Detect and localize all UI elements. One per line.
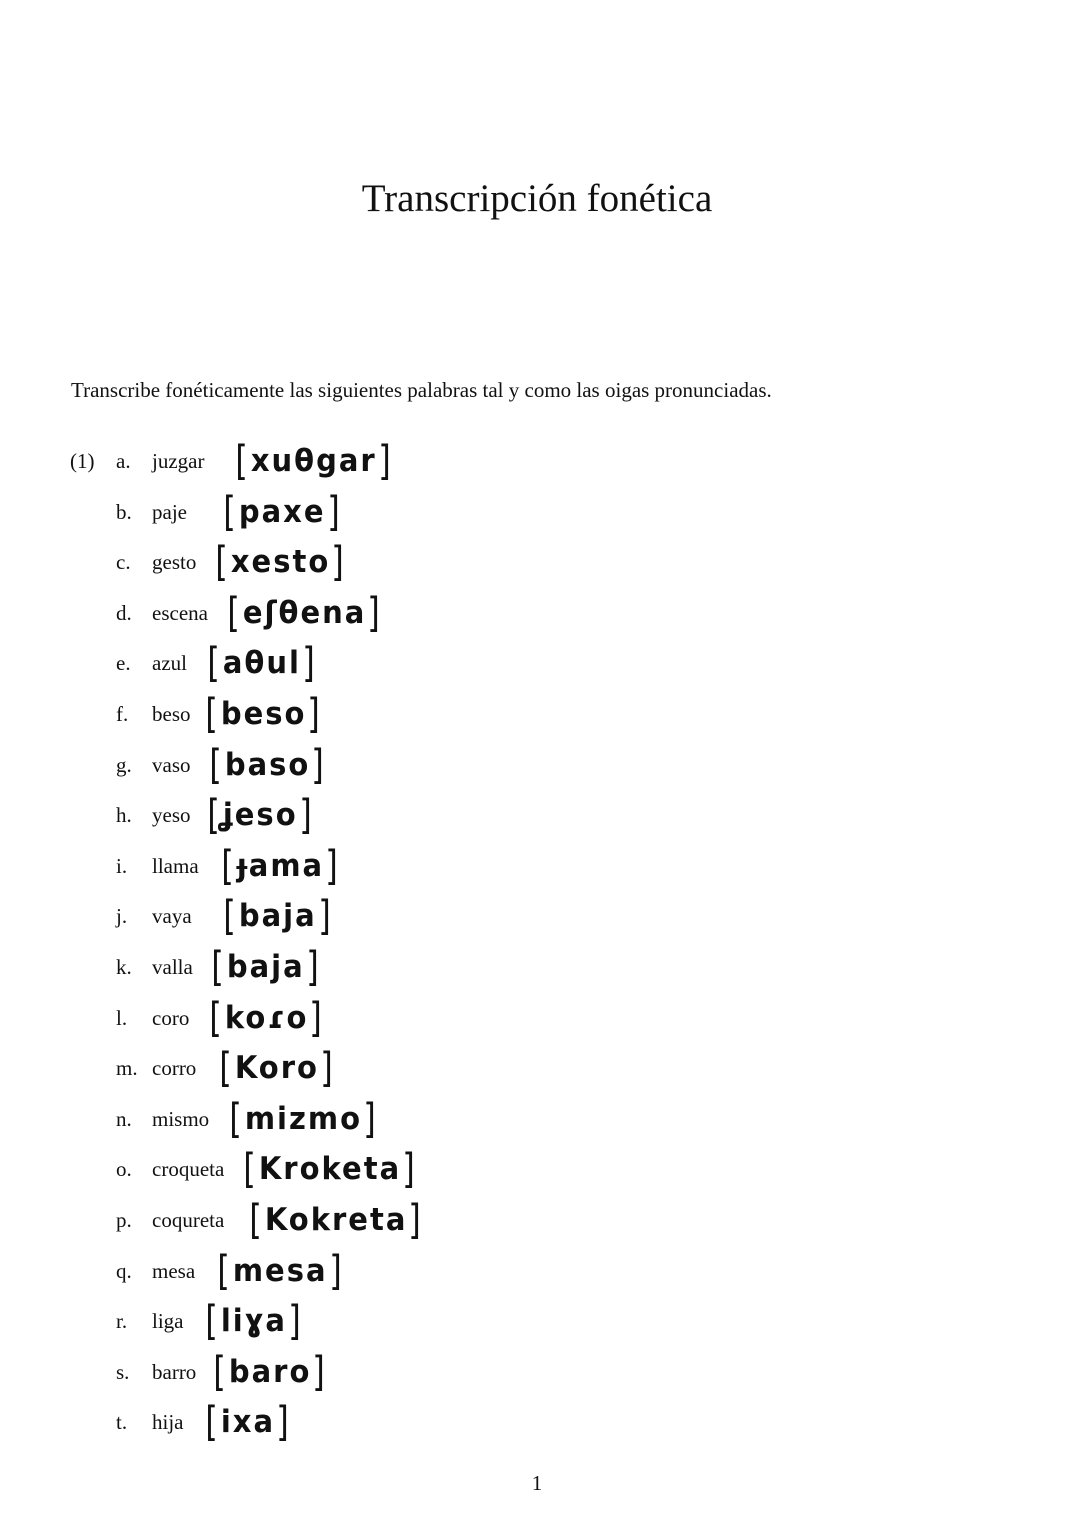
handwritten-transcription <box>234 433 394 484</box>
item-letter: k. <box>116 955 132 979</box>
list-item <box>0 1397 560 1460</box>
item-letter: b. <box>116 499 132 524</box>
transcription-text: Kroketa <box>258 1150 402 1187</box>
item-word: croqueta <box>152 1157 225 1182</box>
open-bracket-icon: [ <box>219 1043 234 1092</box>
handwritten-transcription <box>214 534 347 586</box>
close-bracket-icon: ] <box>311 740 326 788</box>
transcription-text: ɟama <box>236 846 325 884</box>
close-bracket-icon: ] <box>377 436 393 484</box>
item-word: mesa <box>152 1258 196 1283</box>
open-bracket-icon: [ <box>235 436 250 484</box>
item-letter: e. <box>116 651 131 676</box>
open-bracket-icon: [ <box>213 1347 228 1395</box>
transcription-text: koɾo <box>224 998 309 1036</box>
handwritten-transcription <box>220 838 341 889</box>
open-bracket-icon: [ <box>209 993 224 1041</box>
transcription-text: Koro <box>234 1049 319 1086</box>
item-word: llama <box>152 853 199 878</box>
open-bracket-icon: [ <box>207 638 222 687</box>
close-bracket-icon: ] <box>276 1397 291 1446</box>
transcription-text: liɣa <box>220 1302 287 1339</box>
handwritten-transcription <box>206 636 318 687</box>
open-bracket-icon: [ <box>217 1246 232 1294</box>
handwritten-transcription <box>206 787 314 839</box>
open-bracket-icon: [ <box>223 487 238 535</box>
transcription-text: baro <box>228 1352 312 1390</box>
item-word: paje <box>152 499 187 524</box>
item-letter: n. <box>116 1106 132 1131</box>
transcription-text: mizmo <box>244 1099 363 1137</box>
item-letter: d. <box>116 600 132 625</box>
transcription-text: beso <box>220 694 307 732</box>
close-bracket-icon: ] <box>402 1144 417 1193</box>
open-bracket-icon: [ <box>211 942 226 990</box>
close-bracket-icon: ] <box>328 1246 344 1294</box>
item-letter: r. <box>116 1309 128 1334</box>
close-bracket-icon: ] <box>307 689 323 737</box>
transcription-text: mesa <box>232 1251 328 1289</box>
transcription-text: ixa <box>220 1403 276 1440</box>
item-letter: l. <box>116 1005 128 1030</box>
handwritten-transcription <box>222 484 342 535</box>
open-bracket-icon: [ <box>215 537 230 586</box>
handwritten-transcription <box>216 1243 344 1294</box>
close-bracket-icon: ] <box>317 891 333 940</box>
close-bracket-icon: ] <box>288 1296 303 1345</box>
open-bracket-icon: [ <box>205 689 220 737</box>
item-word: corro <box>152 1056 197 1081</box>
item-word: vaya <box>152 904 192 929</box>
close-bracket-icon: ] <box>320 1043 335 1092</box>
open-bracket-icon: [ <box>205 1397 220 1446</box>
handwritten-transcription <box>248 1192 424 1243</box>
item-word: escena <box>152 600 208 625</box>
page-number: 1 <box>531 1471 543 1495</box>
open-bracket-icon: [ <box>221 841 236 889</box>
transcription-text: xesto <box>230 543 331 580</box>
page-title: Transcripción fonética <box>361 177 713 220</box>
item-word: coqureta <box>152 1208 225 1232</box>
item-letter: q. <box>116 1258 132 1283</box>
open-bracket-icon: [ <box>229 1094 244 1142</box>
item-letter: j. <box>116 904 128 929</box>
transcription-text: Kokreta <box>264 1200 408 1238</box>
handwritten-transcription <box>208 737 327 788</box>
close-bracket-icon: ] <box>408 1195 423 1243</box>
handwritten-transcription <box>210 939 322 990</box>
item-word: vaso <box>152 752 191 777</box>
close-bracket-icon: ] <box>309 993 325 1041</box>
close-bracket-icon: ] <box>363 1094 378 1142</box>
item-letter: s. <box>116 1359 130 1384</box>
handwritten-transcription <box>212 1344 328 1395</box>
handwritten-transcription <box>218 1040 336 1092</box>
open-bracket-icon: [ <box>207 790 222 839</box>
item-word: beso <box>152 702 191 726</box>
close-bracket-icon: ] <box>326 487 342 535</box>
item-word: valla <box>152 955 193 979</box>
item-word: azul <box>152 651 187 676</box>
transcription-text: ʝeso <box>222 796 298 833</box>
handwritten-transcription <box>208 990 325 1041</box>
item-letter: i. <box>116 853 128 878</box>
instruction-text: Transcribe fonéticamente las siguientes palabras tal y como las oigas pronunciadas. <box>71 378 772 402</box>
item-word: barro <box>152 1359 197 1384</box>
handwritten-transcription <box>242 1142 418 1193</box>
item-letter: c. <box>116 550 131 575</box>
item-letter: f. <box>116 702 129 726</box>
handwritten-transcription <box>222 889 334 940</box>
transcription-text: eʃθena <box>242 593 367 631</box>
item-letter: m. <box>116 1056 138 1081</box>
item-letter: p. <box>116 1208 132 1232</box>
transcription-text: baso <box>224 745 311 783</box>
close-bracket-icon: ] <box>305 942 321 990</box>
item-word: coro <box>152 1005 190 1030</box>
open-bracket-icon: [ <box>223 891 238 940</box>
open-bracket-icon: [ <box>249 1195 264 1243</box>
item-letter: o. <box>116 1157 132 1182</box>
open-bracket-icon: [ <box>205 1296 220 1345</box>
item-word: mismo <box>152 1106 210 1131</box>
transcription-text: baja <box>238 897 317 934</box>
item-letter: h. <box>116 803 132 828</box>
transcription-text: paxe <box>238 492 326 530</box>
handwritten-transcription <box>204 686 323 737</box>
item-letter: g. <box>116 752 132 777</box>
close-bracket-icon: ] <box>312 1347 327 1395</box>
close-bracket-icon: ] <box>325 841 340 889</box>
handwritten-transcription <box>204 1293 304 1345</box>
item-word: yeso <box>152 803 191 828</box>
item-word: hija <box>152 1410 184 1435</box>
item-word: juzgar <box>152 449 205 473</box>
handwritten-transcription <box>228 1091 379 1142</box>
open-bracket-icon: [ <box>243 1144 258 1193</box>
open-bracket-icon: [ <box>209 740 224 788</box>
handwritten-transcription <box>226 585 383 636</box>
transcription-text: aθul <box>222 644 301 681</box>
open-bracket-icon: [ <box>227 588 242 636</box>
close-bracket-icon: ] <box>331 537 346 586</box>
close-bracket-icon: ] <box>298 790 314 839</box>
item-word: gesto <box>152 550 197 575</box>
item-letter: t. <box>116 1410 128 1435</box>
exercise-number: (1) <box>70 449 95 473</box>
handwritten-transcription <box>204 1395 292 1446</box>
transcription-text: xuθgar <box>250 441 377 479</box>
close-bracket-icon: ] <box>367 588 382 636</box>
item-letter: a. <box>116 449 131 473</box>
close-bracket-icon: ] <box>302 638 317 687</box>
item-word: liga <box>152 1309 184 1334</box>
transcription-text: baja <box>226 947 305 985</box>
